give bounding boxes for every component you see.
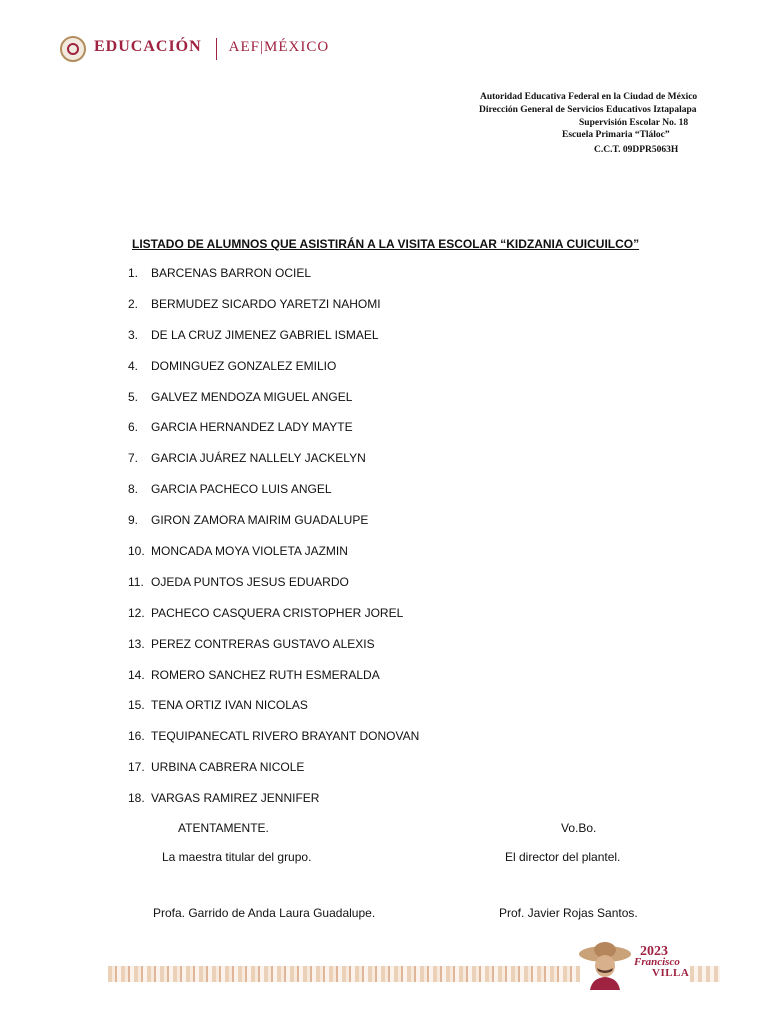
national-seal-icon: [60, 36, 86, 62]
document-title: LISTADO DE ALUMNOS QUE ASISTIRÁN A LA VISITA ESCOLAR “KIDZANIA CUICUILCO”: [132, 237, 640, 251]
header-line-cct: C.C.T. 09DPR5063H: [594, 145, 679, 155]
student-name: PACHECO CASQUERA CRISTOPHER JOREL: [151, 605, 404, 620]
educacion-logo: [94, 39, 202, 59]
list-item: 7. GARCIA JUÁREZ NALLELY JACKELYN: [128, 451, 419, 482]
closing-vobo: Vo.Bo.: [561, 821, 597, 835]
student-name: TEQUIPANECATL RIVERO BRAYANT DONOVAN: [151, 729, 420, 744]
student-name: ROMERO SANCHEZ RUTH ESMERALDA: [151, 667, 380, 682]
list-item: 17. URBINA CABRERA NICOLE: [128, 760, 419, 791]
student-name: BARCENAS BARRON OCIEL: [151, 266, 312, 280]
student-name: URBINA CABRERA NICOLE: [151, 760, 305, 775]
student-name: BERMUDEZ SICARDO YARETZI NAHOMI: [151, 296, 381, 311]
list-item: 18. VARGAS RAMIREZ JENNIFER: [128, 791, 419, 822]
footer-ornament-band-right: [690, 966, 720, 982]
student-name: DE LA CRUZ JIMENEZ GABRIEL ISMAEL: [151, 327, 379, 342]
student-name: PEREZ CONTRERAS GUSTAVO ALEXIS: [151, 636, 375, 651]
header-line-authority: Autoridad Educativa Federal en la Ciudad de México: [480, 92, 698, 102]
logo-divider: [216, 38, 217, 60]
student-list: [128, 266, 419, 822]
student-name: MONCADA MOYA VIOLETA JAZMIN: [151, 544, 348, 559]
header-line-direction: Dirección General de Servicios Educativos Iztapalapa: [479, 105, 697, 115]
student-name: DOMINGUEZ GONZALEZ EMILIO: [151, 358, 337, 373]
list-item: 4. DOMINGUEZ GONZALEZ EMILIO: [128, 359, 419, 390]
student-name: VARGAS RAMIREZ JENNIFER: [151, 791, 320, 806]
header-line-supervision: Supervisión Escolar No. 18: [579, 118, 689, 128]
student-name: GARCIA JUÁREZ NALLELY JACKELYN: [151, 451, 366, 466]
aef-logo: [229, 39, 330, 59]
student-name: TENA ORTIZ IVAN NICOLAS: [151, 698, 308, 713]
list-item: 16. TEQUIPANECATL RIVERO BRAYANT DONOVAN: [128, 729, 419, 760]
list-item: 3. DE LA CRUZ JIMENEZ GABRIEL ISMAEL: [128, 328, 419, 359]
footer-year: 2023: [640, 944, 668, 959]
header-logos: [60, 36, 329, 62]
student-name: GALVEZ MENDOZA MIGUEL ANGEL: [151, 389, 353, 404]
student-name: OJEDA PUNTOS JESUS EDUARDO: [151, 574, 349, 589]
teacher-name: Profa. Garrido de Anda Laura Guadalupe.: [153, 906, 376, 920]
footer-ornament-band: [108, 966, 580, 982]
francisco-villa-portrait-icon: [578, 940, 632, 990]
list-item: 9. GIRON ZAMORA MAIRIM GUADALUPE: [128, 513, 419, 544]
list-item: 12. PACHECO CASQUERA CRISTOPHER JOREL: [128, 606, 419, 637]
list-item: 15. TENA ORTIZ IVAN NICOLAS: [128, 698, 419, 729]
header-line-school: Escuela Primaria “Tláloc”: [562, 130, 670, 140]
director-name: Prof. Javier Rojas Santos.: [499, 906, 638, 920]
list-item: 6. GARCIA HERNANDEZ LADY MAYTE: [128, 420, 419, 451]
list-item: 8. GARCIA PACHECO LUIS ANGEL: [128, 482, 419, 513]
student-name: GARCIA PACHECO LUIS ANGEL: [151, 482, 332, 497]
list-item: 1. BARCENAS BARRON OCIEL: [128, 266, 419, 297]
list-item: 14. ROMERO SANCHEZ RUTH ESMERALDA: [128, 668, 419, 699]
teacher-role: La maestra titular del grupo.: [162, 850, 312, 864]
aef-logo-text: AEF|MÉXICO: [228, 39, 330, 55]
list-item: 11. OJEDA PUNTOS JESUS EDUARDO: [128, 575, 419, 606]
director-role: El director del plantel.: [505, 850, 621, 864]
closing-atentamente: ATENTAMENTE.: [178, 821, 269, 835]
educacion-logo-text: EDUCACIÓN: [94, 38, 202, 55]
list-item: 10. MONCADA MOYA VIOLETA JAZMIN: [128, 544, 419, 575]
list-item: 5. GALVEZ MENDOZA MIGUEL ANGEL: [128, 390, 419, 421]
footer-francisco: Francisco: [634, 956, 680, 968]
list-item: 2. BERMUDEZ SICARDO YARETZI NAHOMI: [128, 297, 419, 328]
student-name: GARCIA HERNANDEZ LADY MAYTE: [151, 420, 353, 435]
list-item: 13. PEREZ CONTRERAS GUSTAVO ALEXIS: [128, 637, 419, 668]
footer-villa: VILLA: [652, 967, 690, 979]
student-name: GIRON ZAMORA MAIRIM GUADALUPE: [151, 513, 369, 528]
